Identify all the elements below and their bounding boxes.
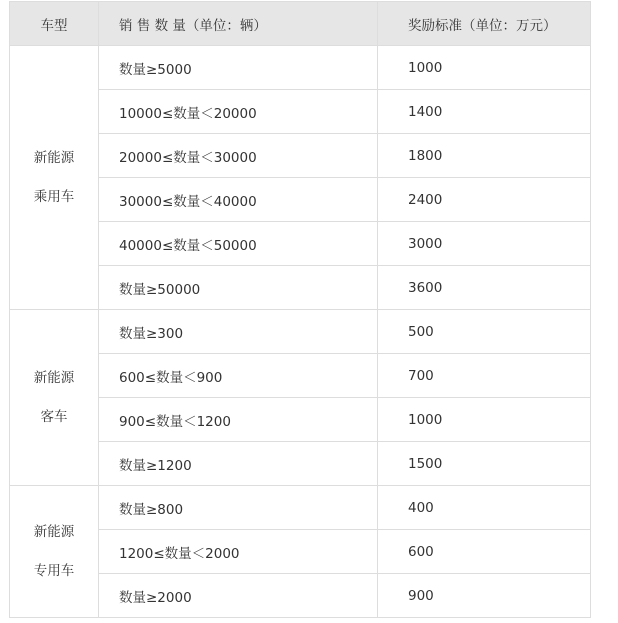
category-line: 新能源 — [33, 523, 75, 540]
sales-range-cell: 数量≥1200 — [99, 442, 378, 486]
sales-range-cell: 数量≥5000 — [99, 46, 378, 90]
reward-cell: 600 — [378, 530, 591, 574]
reward-cell: 500 — [378, 310, 591, 354]
reward-cell: 3600 — [378, 266, 591, 310]
sales-range-cell: 900≤数量＜1200 — [99, 398, 378, 442]
reward-cell: 2400 — [378, 178, 591, 222]
category-line: 新能源 — [33, 149, 75, 166]
reward-cell: 1000 — [378, 46, 591, 90]
sales-range-cell: 40000≤数量＜50000 — [99, 222, 378, 266]
sales-range-cell: 10000≤数量＜20000 — [99, 90, 378, 134]
table-row — [10, 46, 591, 90]
category-line: 专用车 — [33, 562, 75, 579]
table-row — [10, 310, 591, 354]
sales-range-cell: 数量≥2000 — [99, 574, 378, 618]
category-line: 客车 — [40, 408, 68, 425]
reward-cell: 1000 — [378, 398, 591, 442]
sales-range-cell: 30000≤数量＜40000 — [99, 178, 378, 222]
sales-range-cell: 600≤数量＜900 — [99, 354, 378, 398]
header-vehicle-type: 车型 — [10, 2, 99, 46]
sales-range-cell: 20000≤数量＜30000 — [99, 134, 378, 178]
sales-range-cell: 数量≥800 — [99, 486, 378, 530]
header-sales-quantity: 销 售 数 量（单位：辆） — [99, 2, 378, 46]
sales-range-cell: 1200≤数量＜2000 — [99, 530, 378, 574]
reward-cell: 1500 — [378, 442, 591, 486]
reward-cell: 700 — [378, 354, 591, 398]
sales-range-cell: 数量≥50000 — [99, 266, 378, 310]
reward-cell: 3000 — [378, 222, 591, 266]
header-reward-standard: 奖励标准（单位：万元） — [378, 2, 591, 46]
category-cell-special — [10, 486, 99, 618]
reward-cell: 1400 — [378, 90, 591, 134]
reward-cell: 1800 — [378, 134, 591, 178]
table-row — [10, 486, 591, 530]
category-line: 新能源 — [33, 369, 75, 386]
sales-range-cell: 数量≥300 — [99, 310, 378, 354]
table-header — [10, 2, 591, 46]
category-cell-passenger — [10, 46, 99, 310]
reward-cell: 400 — [378, 486, 591, 530]
header-row — [10, 2, 591, 46]
category-line: 乘用车 — [33, 188, 75, 205]
reward-cell: 900 — [378, 574, 591, 618]
table-body — [10, 46, 591, 618]
category-cell-bus — [10, 310, 99, 486]
reward-table — [9, 1, 591, 618]
